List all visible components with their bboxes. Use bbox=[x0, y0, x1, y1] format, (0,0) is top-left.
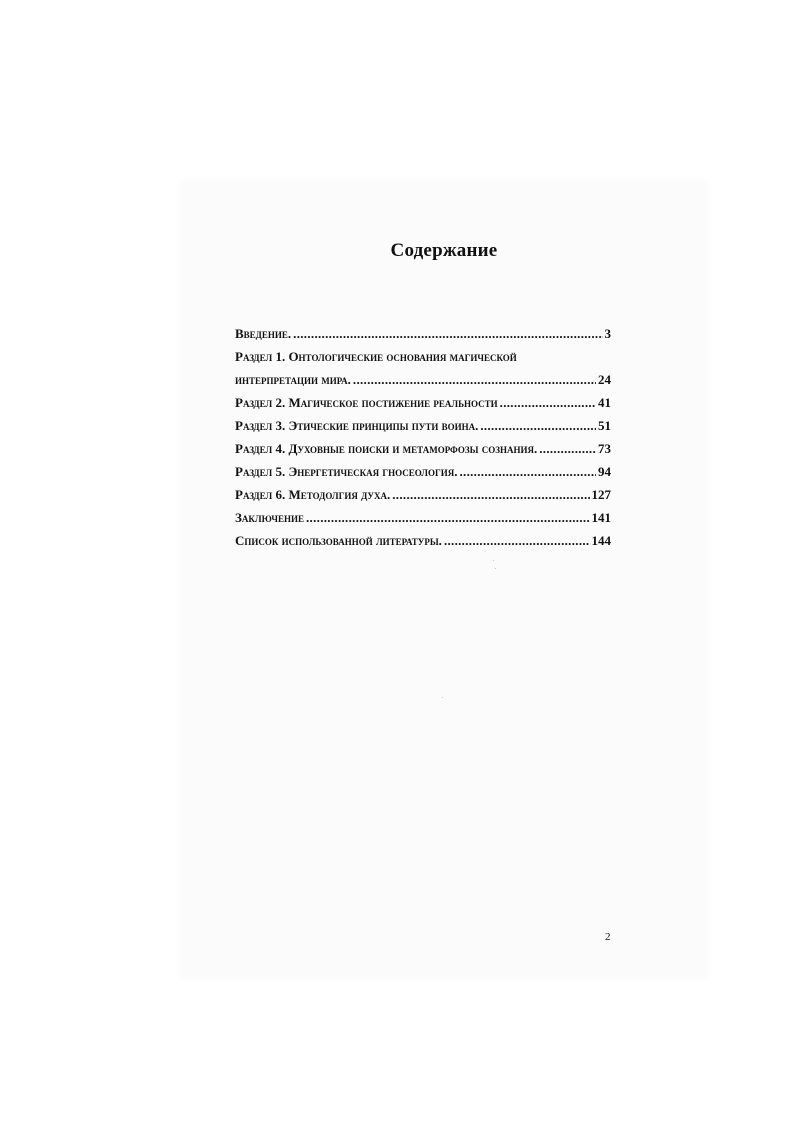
toc-entry-label: Список использованной литературы. bbox=[235, 533, 442, 548]
toc-entry-page: 144 bbox=[591, 533, 611, 548]
toc-entry-section-2[interactable] bbox=[235, 395, 611, 418]
dot-leader bbox=[444, 533, 590, 549]
scan-speck bbox=[495, 568, 496, 569]
dot-leader bbox=[392, 487, 589, 503]
toc-entry-label: Раздел 2. Магическое постижение реальности bbox=[235, 395, 498, 410]
toc-entry-references[interactable] bbox=[235, 533, 611, 556]
toc-entry-section-5[interactable] bbox=[235, 464, 611, 487]
toc-entry-label: Раздел 1. Онтологические основания магической bbox=[235, 349, 517, 364]
toc-entry-section-1[interactable] bbox=[235, 349, 611, 372]
toc-entry-page: 141 bbox=[591, 510, 611, 525]
page-title: Содержание bbox=[390, 240, 498, 261]
toc-entry-section-6[interactable] bbox=[235, 487, 611, 510]
table-of-contents bbox=[235, 326, 611, 556]
toc-entry-page: 3 bbox=[604, 326, 611, 341]
toc-entry-page: 127 bbox=[591, 487, 611, 502]
toc-entry-page: 51 bbox=[598, 418, 611, 433]
toc-entry-label: Раздел 6. Методолгия духа. bbox=[235, 487, 391, 502]
toc-entry-label: Раздел 3. Этические принципы пути воина. bbox=[235, 418, 479, 433]
toc-entry-page: 41 bbox=[598, 395, 611, 410]
toc-entry-section-3[interactable] bbox=[235, 418, 611, 441]
toc-entry-label: Заключение bbox=[235, 510, 304, 525]
toc-entry-conclusion[interactable] bbox=[235, 510, 611, 533]
toc-entry-introduction[interactable] bbox=[235, 326, 611, 349]
scanned-page bbox=[183, 183, 705, 975]
page-number: 2 bbox=[605, 931, 611, 943]
toc-entry-label: интерпретации мира. bbox=[235, 372, 351, 387]
dot-leader bbox=[306, 510, 590, 526]
dot-leader bbox=[293, 326, 602, 342]
toc-entry-label: Введение. bbox=[235, 326, 292, 341]
dot-leader bbox=[353, 372, 596, 388]
toc-entry-label: Раздел 5. Энергетическая гносеология. bbox=[235, 464, 458, 479]
toc-entry-label: Раздел 4. Духовные поиски и метаморфозы сознания. bbox=[235, 441, 538, 456]
toc-entry-section-4[interactable] bbox=[235, 441, 611, 464]
toc-entry-section-1-continued[interactable] bbox=[235, 372, 611, 395]
toc-entry-page: 94 bbox=[598, 464, 611, 479]
toc-entry-page: 24 bbox=[598, 372, 611, 387]
scan-speck bbox=[442, 697, 443, 698]
toc-entry-page: 73 bbox=[598, 441, 611, 456]
scan-speck bbox=[493, 560, 494, 561]
dot-leader bbox=[500, 395, 596, 411]
dot-leader bbox=[480, 418, 596, 434]
dot-leader bbox=[459, 464, 596, 480]
dot-leader bbox=[539, 441, 596, 457]
